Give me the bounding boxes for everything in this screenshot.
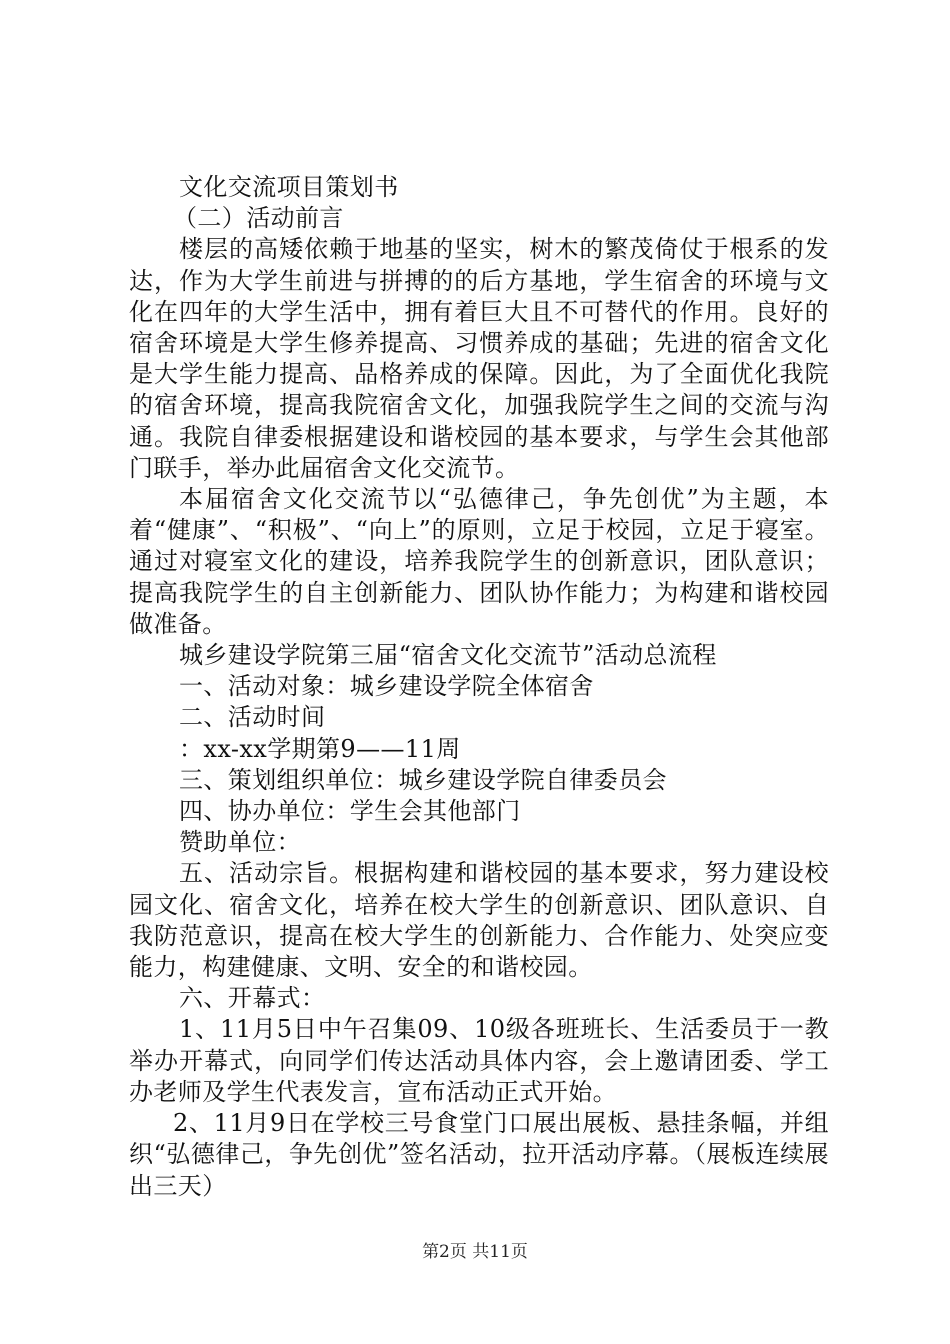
item-activity-time-value: ：xx-xx学期第9——11周 (179, 734, 461, 763)
paragraph-flow-title: 城乡建设学院第三届“宿舍文化交流节”活动总流程 (179, 641, 717, 670)
item-activity-time: 二、活动时间 (179, 703, 326, 732)
paragraph-theme: 本届宿舍文化交流节以“弘德律己，争先创优”为主题，本着“健康”、“积极”、“向上”的原则，立足于校园，立足于寝室。通过对寝室文化的建设，培养我院学生的创新意识，团队意识；提高我院学生的自主创新能力、团队协作能力；为构建和谐校园做准备。 (129, 485, 829, 638)
item-co-organizer: 四、协办单位：学生会其他部门 (179, 797, 521, 826)
item-opening-step-1: 1、11月5日中午召集09、10级各班班长、生活委员于一教举办开幕式，向同学们传达活动具体内容，会上邀请团委、学工办老师及学生代表发言，宣布活动正式开始。 (129, 1015, 829, 1106)
section-heading-preface: （二）活动前言 (173, 204, 344, 233)
paragraph-preface: 楼层的高矮依赖于地基的坚实，树木的繁茂倚仗于根系的发达，作为大学生前进与拼搏的的后方基地，学生宿舍的环境与文化在四年的大学生活中，拥有着巨大且不可替代的作用。良好的宿舍环境是大学生修养提高、习惯养成的基础；先进的宿舍文化是大学生能力提高、品格养成的保障。因此，为了全面优化我院的宿舍环境，提高我院宿舍文化，加强我院学生之间的交流与沟通。我院自律委根据建设和谐校园的基本要求，与学生会其他部门联手，举办此届宿舍文化交流节。 (129, 235, 829, 482)
item-organizer: 三、策划组织单位：城乡建设学院自律委员会 (179, 765, 667, 794)
item-sponsor: 赞助单位： (179, 828, 301, 857)
item-activity-target: 一、活动对象：城乡建设学院全体宿舍 (179, 672, 594, 701)
doc-title: 文化交流项目策划书 (179, 173, 399, 201)
item-opening-ceremony: 六、开幕式： (179, 984, 326, 1013)
document-body (129, 172, 829, 1202)
item-purpose: 五、活动宗旨。根据构建和谐校园的基本要求，努力建设校园文化、宿舍文化，培养在校大学生的创新意识、团队意识、自我防范意识，提高在校大学生的创新能力、合作能力、处突应变能力，构建健康、文明、安全的和谐校园。 (129, 859, 829, 982)
item-opening-step-2: 2、11月9日在学校三号食堂门口展出展板、悬挂条幅，并组织“弘德律己，争先创优”签名活动，拉开活动序幕。（展板连续展出三天） (129, 1109, 829, 1200)
page-number-footer: 第2页 共11页 (422, 1242, 528, 1262)
